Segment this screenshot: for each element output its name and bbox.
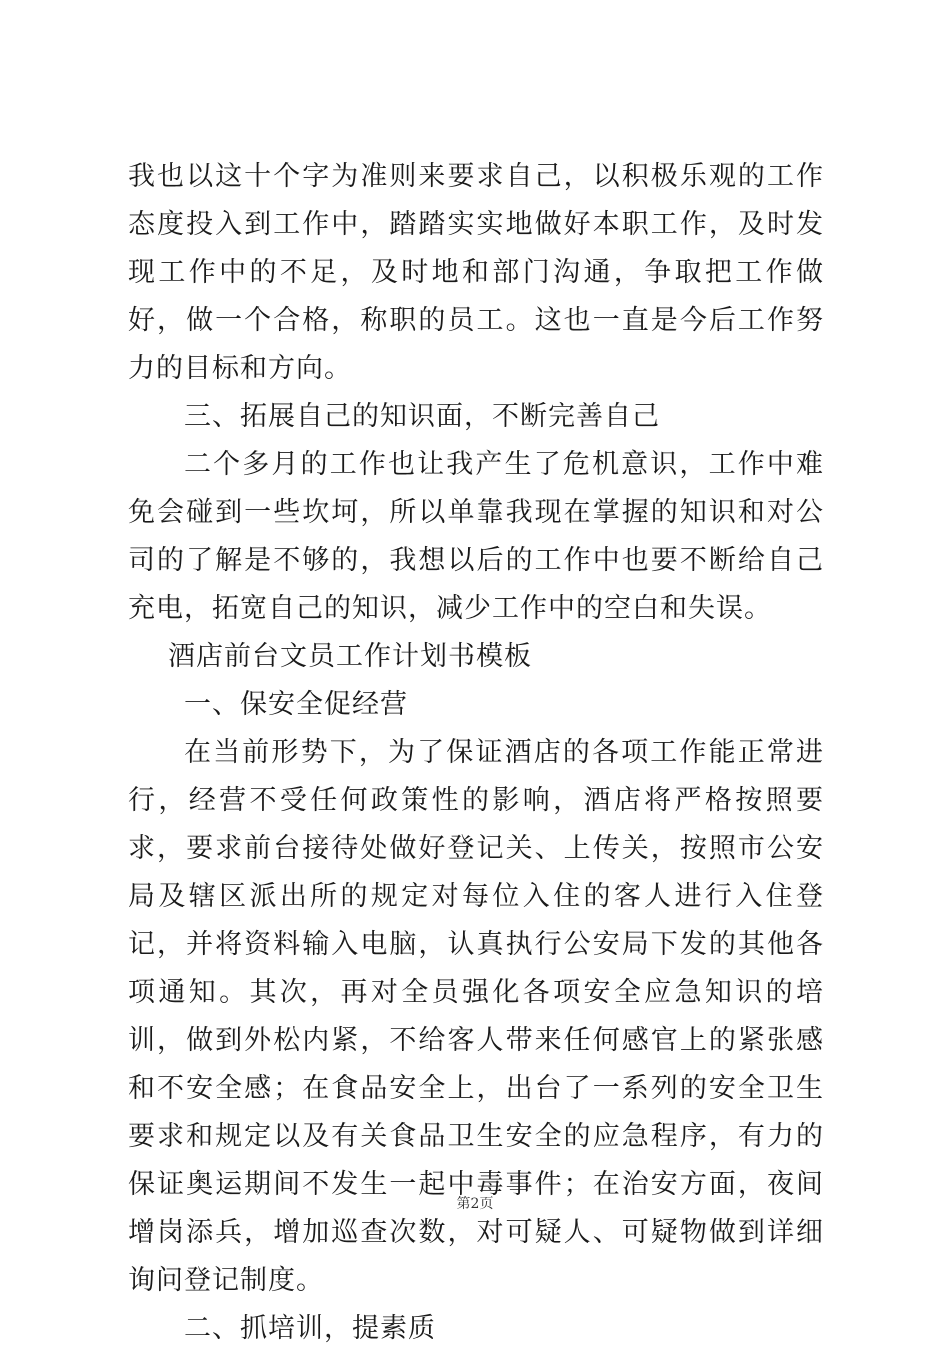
document-body	[128, 153, 824, 1353]
paragraph-continuation: 我也以这十个字为准则来要求自己，以积极乐观的工作态度投入到工作中，踏踏实实地做好本职工作，及时发现工作中的不足，及时地和部门沟通，争取把工作做好，做一个合格，称职的员工。这也一直是今后工作努力的目标和方向。	[128, 161, 824, 384]
paragraph-crisis-awareness: 二个多月的工作也让我产生了危机意识，工作中难免会碰到一些坎坷，所以单靠我现在掌握的知识和对公司的了解是不够的，我想以后的工作中也要不断给自己充电，拓宽自己的知识，减少工作中的空白和失误。	[128, 449, 824, 624]
page-number: 第2页	[456, 1196, 494, 1212]
section-heading-one: 一、保安全促经营	[184, 689, 408, 720]
paragraph-safety: 在当前形势下，为了保证酒店的各项工作能正常进行，经营不受任何政策性的影响，酒店将严格按照要求，要求前台接待处做好登记关、上传关，按照市公安局及辖区派出所的规定对每位入住的客人进行入住登记，并将资料输入电脑，认真执行公安局下发的其他各项通知。其次，再对全员强化各项安全应急知识的培训，做到外松内紧，不给客人带来任何感官上的紧张感和不安全感；在食品安全上，出台了一系列的安全卫生要求和规定以及有关食品卫生安全的应急程序，有力的保证奥运期间不发生一起中毒事件；在治安方面，夜间增岗添兵，增加巡查次数，对可疑人、可疑物做到详细询问登记制度。	[128, 737, 824, 1296]
document-title: 酒店前台文员工作计划书模板	[168, 641, 532, 672]
section-heading-three: 三、拓展自己的知识面，不断完善自己	[184, 401, 660, 432]
section-heading-two: 二、抓培训，提素质	[184, 1313, 436, 1344]
